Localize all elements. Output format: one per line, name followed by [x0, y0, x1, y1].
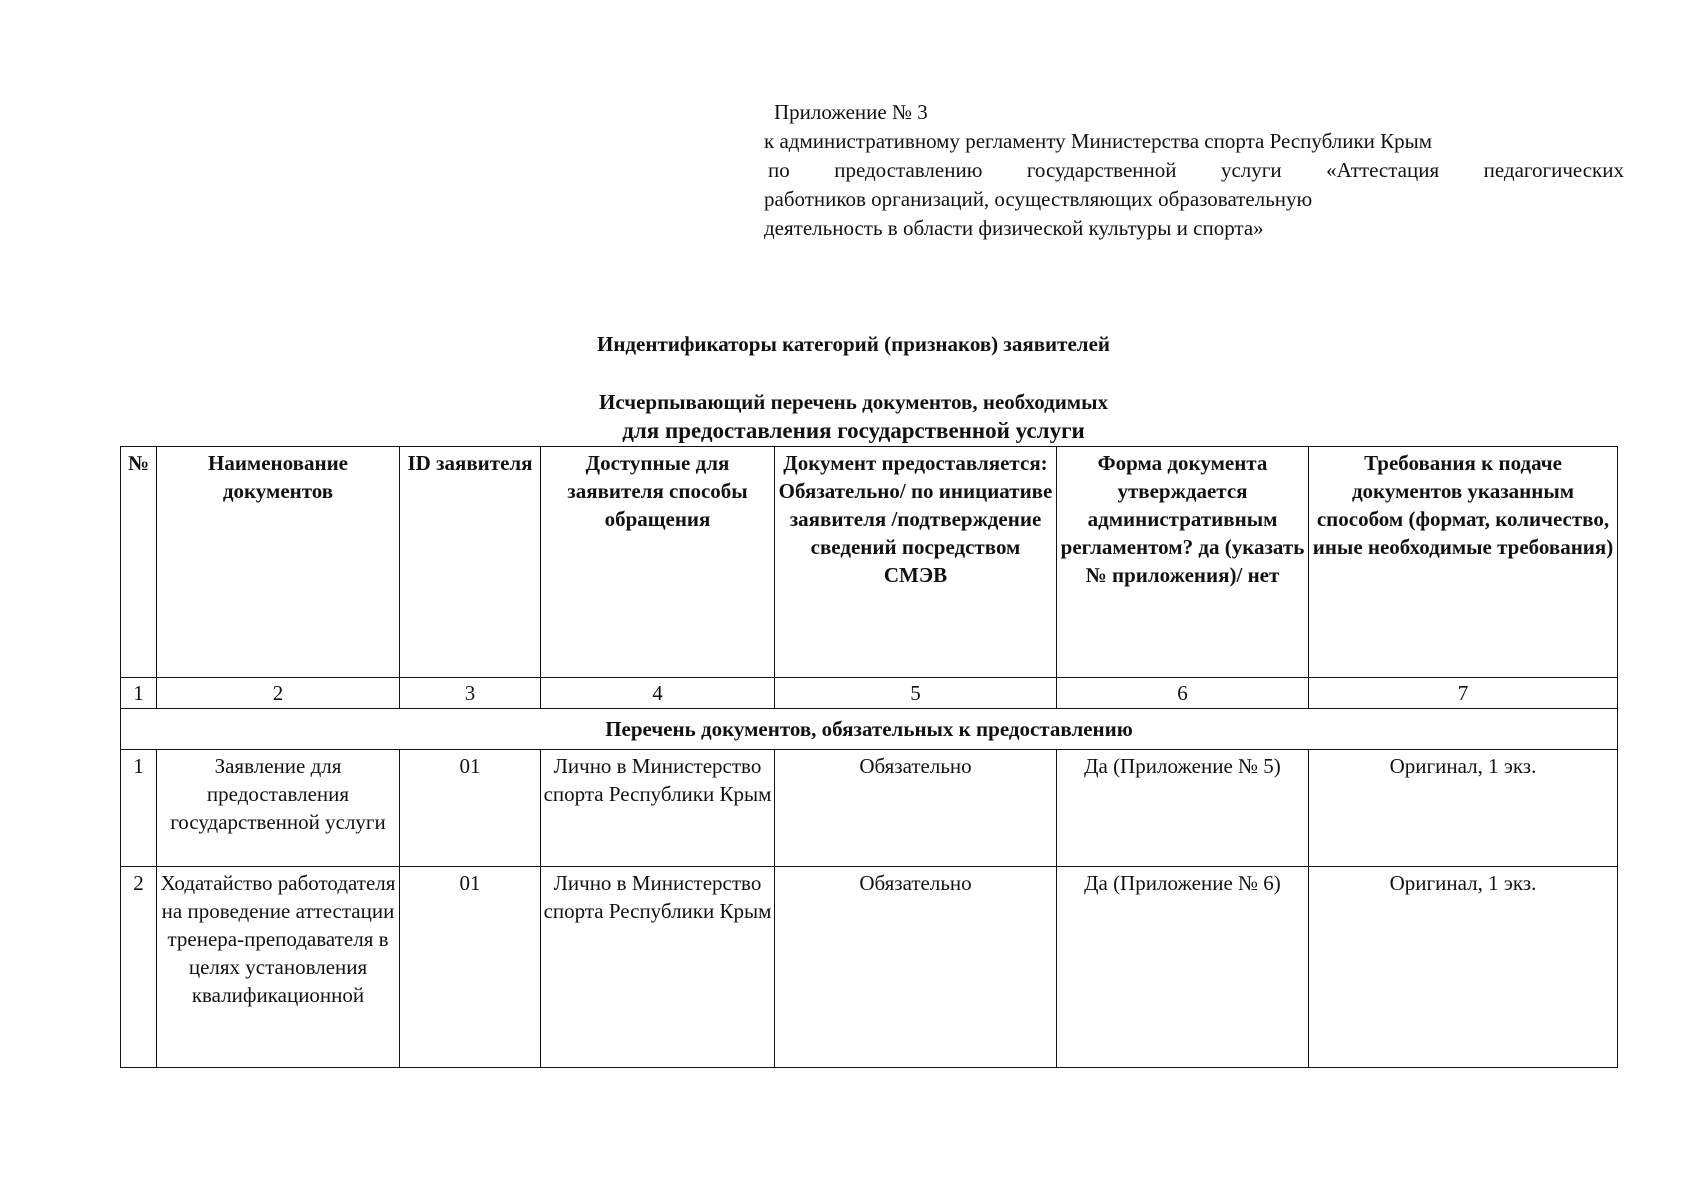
appendix-line: деятельность в области физической культуры и спорта»	[764, 216, 1264, 240]
column-number: 3	[400, 678, 541, 709]
column-number: 7	[1309, 678, 1618, 709]
column-number: 5	[775, 678, 1057, 709]
document-form: Да (Приложение № 6)	[1057, 867, 1309, 1068]
header-cell-methods: Доступные для заявителя способы обращения	[541, 447, 775, 678]
applicant-id: 01	[400, 867, 541, 1068]
column-number: 4	[541, 678, 775, 709]
table-header-row	[121, 447, 1618, 678]
submission-requirements: Оригинал, 1 экз.	[1309, 750, 1618, 867]
column-numbers-row	[121, 678, 1618, 709]
header-cell-form: Форма документа утверждается административным регламентом? да (указать № приложения)/ нет	[1057, 447, 1309, 678]
header-cell-number: №	[121, 447, 157, 678]
appendix-line: по предоставлению государственной услуги «Аттестация педагогических	[768, 158, 1624, 182]
appendix-title: Приложение № 3	[774, 100, 928, 124]
row-number: 2	[121, 867, 157, 1068]
header-cell-provision: Документ предоставляется: Обязательно/ по инициативе заявителя /подтверждение сведений посредством СМЭВ	[775, 447, 1057, 678]
appendix-line: работников организаций, осуществляющих образовательную	[764, 187, 1313, 211]
document-name: Ходатайство работодателя на проведение аттестации тренера-преподавателя в целях установления квалификационной	[157, 867, 400, 1068]
table-row	[121, 867, 1618, 1068]
row-number: 1	[121, 750, 157, 867]
document-form: Да (Приложение № 5)	[1057, 750, 1309, 867]
document-name: Заявление для предоставления государственной услуги	[157, 750, 400, 867]
section-row	[121, 709, 1618, 750]
appendix-line: к административному регламенту Министерства спорта Республики Крым	[764, 129, 1433, 153]
applicant-identifiers-heading: Индентификаторы категорий (признаков) заявителей	[596, 332, 1110, 356]
provision-type: Обязательно	[775, 867, 1057, 1068]
header-cell-requirements: Требования к подаче документов указанным способом (формат, количество, иные необходимые требования)	[1309, 447, 1618, 678]
documents-table	[120, 446, 1618, 1068]
column-number: 2	[157, 678, 400, 709]
section-title: Перечень документов, обязательных к предоставлению	[121, 709, 1618, 750]
column-number: 1	[121, 678, 157, 709]
provision-type: Обязательно	[775, 750, 1057, 867]
submission-method: Лично в Министерство спорта Республики Крым	[541, 750, 775, 867]
column-number: 6	[1057, 678, 1309, 709]
appendix-block	[764, 98, 1624, 243]
table-row	[121, 750, 1618, 867]
header-cell-applicant-id: ID заявителя	[400, 447, 541, 678]
submission-requirements: Оригинал, 1 экз.	[1309, 867, 1618, 1068]
header-cell-document-name: Наименование документов	[157, 447, 400, 678]
documents-list-heading: Исчерпывающий перечень документов, необходимых	[598, 390, 1109, 414]
documents-list-heading-continued: для предоставления государственной услуги	[622, 418, 1085, 443]
applicant-id: 01	[400, 750, 541, 867]
submission-method: Лично в Министерство спорта Республики Крым	[541, 867, 775, 1068]
